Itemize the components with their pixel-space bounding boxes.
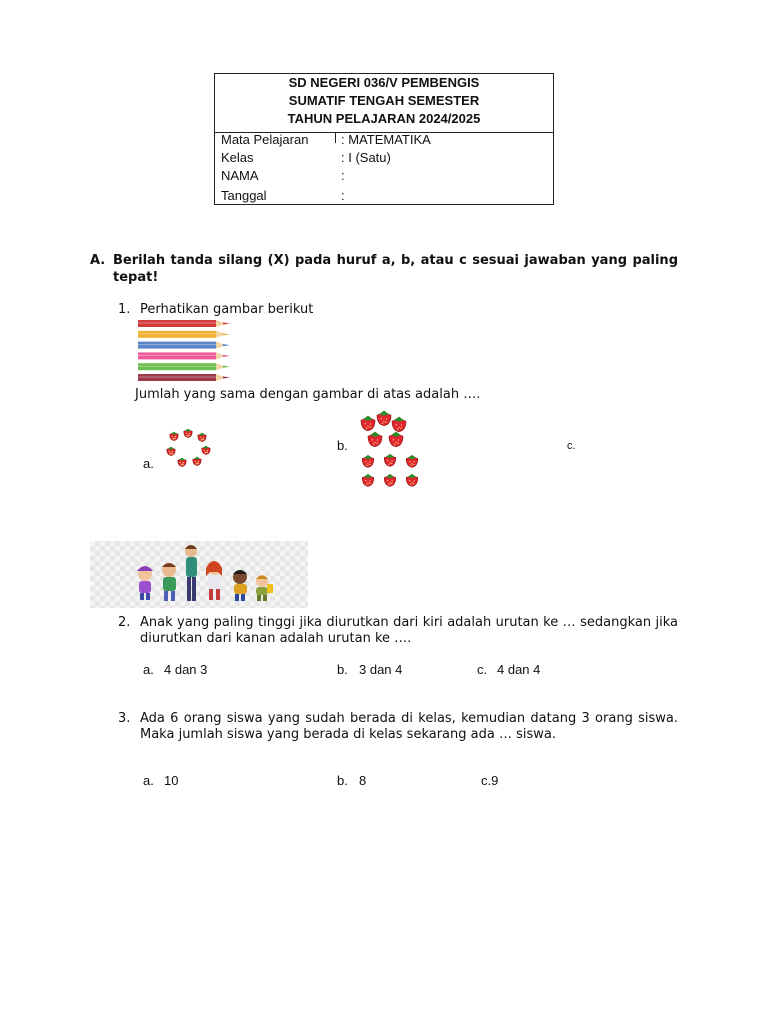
strawberry-b-bottom-4	[362, 474, 374, 486]
name-value: :	[341, 168, 345, 183]
pencil-1	[138, 320, 230, 327]
q1-text: Perhatikan gambar berikut	[140, 302, 314, 317]
name-label: NAMA	[221, 168, 259, 183]
pencils-image	[136, 318, 236, 386]
info-row-subject	[215, 131, 553, 149]
children-image	[90, 541, 308, 608]
q2-text: Anak yang paling tinggi jika diurutkan dari kiri adalah urutan ke … sedangkan jika diurutkan dari kanan adalah urutan ke ….	[140, 615, 678, 646]
strawberry-b-bottom-1	[362, 455, 374, 467]
q3-text: Ada 6 orang siswa yang sudah berada di kelas, kemudian datang 3 orang siswa. Maka jumlah siswa yang berada di kelas sekarang ada … siswa.	[140, 711, 678, 742]
strawberry-b-bottom-6	[406, 474, 418, 486]
pencil-5	[138, 363, 230, 370]
pencil-2	[138, 331, 230, 338]
strawberry-a-5	[193, 457, 201, 466]
q2-option-a-value: 4 dan 3	[164, 662, 208, 677]
school-name: SD NEGERI 036/V PEMBENGIS	[288, 75, 480, 90]
exam-name: SUMATIF TENGAH SEMESTER	[288, 93, 480, 108]
section-a-instruction	[90, 252, 678, 286]
header-title-block	[215, 74, 553, 133]
strawberry-b-top-4	[368, 432, 382, 447]
subject-value: : MATEMATIKA	[341, 132, 431, 147]
q3-option-b-value: 8	[359, 773, 367, 788]
class-label: Kelas	[221, 150, 254, 165]
children-illustration	[90, 541, 308, 608]
strawberry-b-bottom-2	[384, 454, 396, 466]
strawberry-b-bottom-5	[384, 474, 396, 486]
q2-option-a-letter: a.	[143, 662, 154, 677]
strawberry-b-top-5	[389, 432, 403, 447]
q1-option-c-label: c.	[567, 440, 576, 452]
q2-option-b-value: 3 dan 4	[359, 662, 403, 677]
class-value: : I (Satu)	[341, 150, 391, 165]
q1-number: 1.	[118, 302, 131, 317]
subject-label: Mata Pelajaran	[221, 132, 309, 147]
strawberry-ring-image	[162, 428, 214, 470]
child-3-figure	[185, 545, 197, 601]
strawberry-a-1	[170, 432, 178, 441]
date-value: :	[341, 188, 345, 203]
q2-option-b-letter: b.	[337, 662, 348, 677]
strawberry-b-top-1	[361, 416, 375, 431]
strawberry-a-3	[198, 433, 206, 442]
pencil-3	[138, 342, 230, 349]
child-6-figure	[256, 575, 273, 601]
header-table	[214, 73, 554, 205]
q2-option-c-value: 4 dan 4	[497, 662, 541, 677]
q1-question: Jumlah yang sama dengan gambar di atas adalah ….	[135, 387, 481, 402]
strawberry-a-7	[167, 447, 175, 456]
q3-option-c-value: c.9	[481, 773, 499, 788]
school-year: TAHUN PELAJARAN 2024/2025	[287, 111, 481, 126]
q2-number: 2.	[118, 615, 131, 630]
q3-number: 3.	[118, 711, 131, 726]
info-row-date	[215, 187, 553, 205]
child-5-figure	[233, 570, 247, 601]
q1-option-b-label: b.	[337, 438, 348, 453]
strawberry-a-4	[202, 446, 210, 455]
date-label: Tanggal	[221, 188, 267, 203]
strawberry-a-6	[178, 458, 186, 467]
child-2-figure	[162, 563, 176, 601]
strawberry-b-top-3	[392, 417, 406, 432]
child-4-figure	[206, 561, 222, 600]
q2-option-c-letter: c.	[477, 662, 488, 677]
strawberry-a-2	[184, 429, 192, 438]
strawberry-b-bottom-3	[406, 455, 418, 467]
q3-option-a-letter: a.	[143, 773, 154, 788]
q3-option-a-value: 10	[164, 773, 179, 788]
info-row-class	[215, 149, 553, 167]
q3-option-b-letter: b.	[337, 773, 348, 788]
strawberry-b-top-2	[377, 411, 391, 426]
child-1-figure	[137, 566, 153, 600]
pencil-4	[138, 352, 230, 359]
section-letter: A.	[90, 253, 106, 268]
info-row-name	[215, 167, 553, 185]
strawberry-group-image	[356, 410, 424, 490]
section-instruction-text: Berilah tanda silang (X) pada huruf a, b, atau c sesuai jawaban yang paling tepat!	[113, 253, 678, 285]
pencil-6	[138, 374, 230, 381]
q1-option-a-label: a.	[143, 456, 154, 471]
